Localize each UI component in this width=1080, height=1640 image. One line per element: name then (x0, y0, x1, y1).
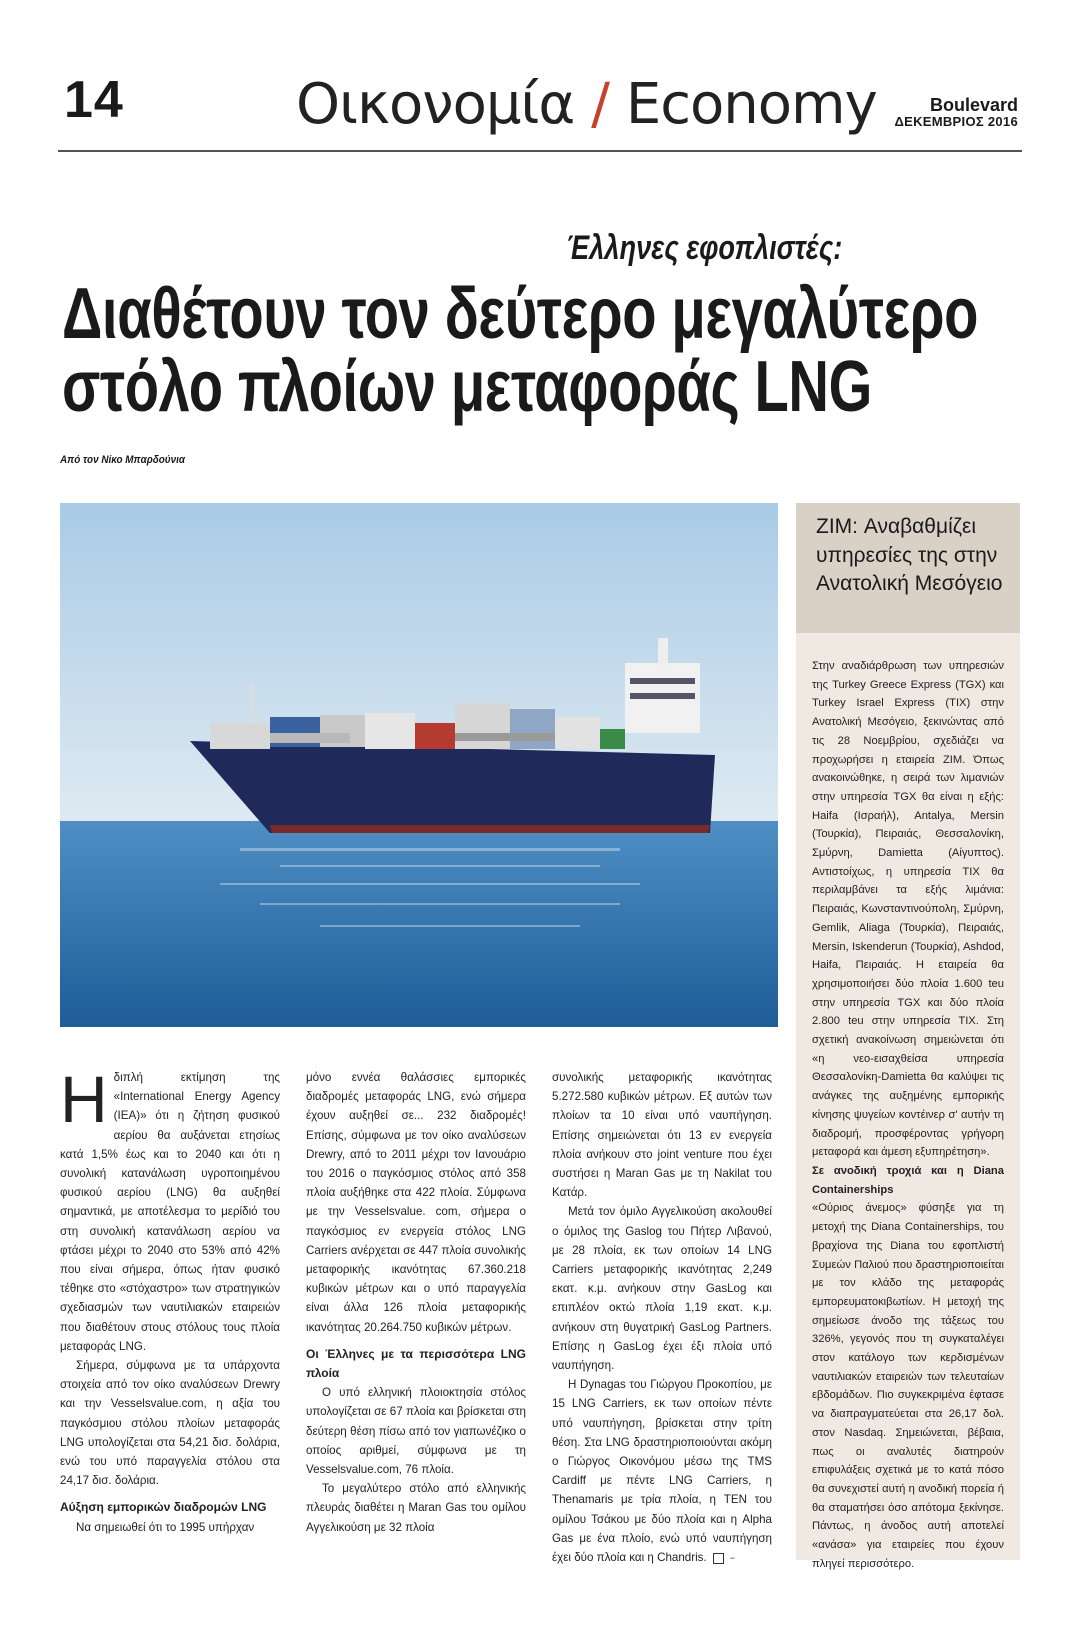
article-column-1 (60, 1062, 280, 1537)
article-kicker: Έλληνες εφοπλιστές: (566, 229, 843, 267)
headline-line-2: στόλο πλοίων μεταφοράς LNG (62, 347, 872, 428)
section-title-greek: Οικονομία (296, 72, 575, 137)
article-paragraph: συνολικής μεταφορικής ικανότητας 5.272.580 κυβικών μέτρων. Εξ αυτών των πλοίων τα 10 είναι υπό ναυπήγηση. Επίσης σημειώνεται ότι 13 εν ενεργεία πλοία ανήκουν στο joint venture που έχει συστήσει η Maran Gas με τη Nakilat του Κατάρ. (552, 1071, 772, 1200)
article-paragraph: Το μεγαλύτερο στόλο από ελληνικής πλευράς διαθέτει η Maran Gas του ομίλου Αγγελικούση με 32 πλοία (306, 1482, 526, 1534)
article-paragraph (60, 1062, 280, 1356)
article-subheading: Οι Έλληνες με τα περισσότερα LNG πλοία (306, 1346, 526, 1381)
sidebar-title: ZIM: Αναβαθμίζει υπηρεσίες της στην Ανατολική Μεσόγειο (816, 515, 1003, 595)
article-byline: Από τον Νίκο Μπαρδούνια (60, 454, 186, 466)
article-lead-text: διπλή εκτίμηση της «International Energy Agency (IEA)» ότι η ζήτηση φυσικού αερίου θα αυξάνεται ετησίως κατά 1,5% έως και το 2040 και ότι η συνολική κατανάλωση υγροποιημένου φυσικού αερίου (LNG) θα αυξηθεί σημαντικά, με αποτέλεσμα το μερίδιό του στη συνολική κατανάλωση αερίου να φτάσει μέχρι το 2040 στο 53% από 42% που είναι σήμερα, όπως ήταν φυσικό τέθηκε στο «στόχαστρο» των στρατηγικών σχεδιασμών των ναυτιλιακών εταιρειών που διαθέτουν στους στόλους τους πλοία μεταφοράς LNG. (60, 1071, 280, 1353)
issue-date: ΔΕΚΕΜΒΡΙΟΣ 2016 (894, 113, 1018, 129)
sidebar-paragraph: Στην αναδιάρθρωση των υπηρεσιών της Turkey Greece Express (TGX) και Turkey Israel Express (TIX) στην Ανατολική Μεσόγειο, ξεκινώντας από τις 28 Νοεμβρίου, σχεδιάζει να προχωρήσει η εταιρεία ZIM. Όπως ανακοινώθηκε, η σειρά των λιμανιών στην υπηρεσία TGX θα είναι η εξής: Haifa (Ισραήλ), Antalya, Mersin (Τουρκία), Πειραιάς, Θεσσαλονίκη, Σμύρνη, Damietta (Αίγυπτος). Αντιστοίχως, η υπηρεσία TIX θα περιλαμβάνει τα εξής λιμάνια: Πειραιάς, Κωνσταντινούπολη, Σμύρνη, Gemlik, Aliaga (Τουρκία), Πειραιάς, Mersin, Iskenderun (Τουρκία), Ashdod, Haifa, Πειραιάς. Η εταιρεία θα χρησιμοποιήσει δύο πλοία 1.600 teu στην υπηρεσία TGX και δύο πλοία 2.800 teu στην υπηρεσία TIX. Στη σχετική ανακοίνωση σημειώνεται ότι «η νεο-εισαχθείσα υπηρεσία Θεσσαλονίκη-Damietta θα καλύψει τις ανάγκες της αυξημένης εμπορικής κίνησης ψυγείων κοντέινερ σ' αυτήν τη διαδρομή, προσφέροντας γρήγορη μεταφορά και άμεση εξυπηρέτηση». (812, 660, 1004, 1159)
article-paragraph: Μετά τον όμιλο Αγγελικούση ακολουθεί ο όμιλος της Gaslog του Πήτερ Λιβανού, με 28 πλοία, εκ των οποίων 14 LNG Carriers μεταφορικής ικανότητας 2,249 εκατ. κ.μ. ανήκουν στην GasLog και επιπλέον οκτώ πλοία 1,19 εκατ. κ.μ. ανήκουν στη θυγατρική GasLog Partners. Επίσης η GasLog έχει έξι πλοία υπό ναυπήγηση. (552, 1205, 772, 1373)
article-paragraph: μόνο εννέα θαλάσσιες εμπορικές διαδρομές μεταφοράς LNG, ενώ σήμερα έχουν αυξηθεί σε... 232 διαδρομές! Επίσης, σύμφωνα με τον οίκο αναλύσεων Drewry, από το 2011 μέχρι τον Ιανουάριο του 2016 ο παγκόσμιος στόλος από 358 πλοία αυξήθηκε στα 422 πλοία. Σύμφωνα με την Vesselsvalue. com, σήμερα ο παγκόσμιος εν ενεργεία στόλος LNG Carriers ανέρχεται σε 447 πλοία συνολικής μεταφορικής ικανότητας 67.360.218 κυβικών μέτρων και ο υπό παραγγελία είναι άλλα 126 πλοία μεταφορικής ικανότητας 20.264.750 κυβικών μέτρων. (306, 1071, 526, 1334)
section-separator: / (591, 72, 610, 137)
article-column-3 (552, 1068, 772, 1567)
section-title (296, 74, 877, 136)
article-subheading: Αύξηση εμπορικών διαδρομών LNG (60, 1500, 267, 1515)
sidebar-box (796, 503, 1020, 1570)
header-divider (58, 150, 1022, 152)
article-paragraph: Ο υπό ελληνική πλοιοκτησία στόλος υπολογίζεται σε 67 πλοία και βρίσκεται στη δεύτερη θέση πίσω από τον γιαπωνέζικο ο οποίος αριθμεί, σύμφωνα με τη Vesselsvalue.com, 76 πλοία. (306, 1386, 526, 1477)
article-column-2 (306, 1068, 526, 1537)
container-ship-image (60, 503, 778, 1027)
article-photo (60, 503, 778, 1027)
sidebar-subheading: Σε ανοδική τροχιά και η Diana Containerships (812, 1164, 1004, 1196)
article-paragraph: Να σημειωθεί ότι το 1995 υπήρχαν (76, 1520, 255, 1534)
end-of-article-icon: − (713, 1553, 724, 1564)
page-number: 14 (64, 71, 124, 129)
article-paragraph: Σήμερα, σύμφωνα με τα υπάρχοντα στοιχεία από τον οίκο αναλύσεων Drewry και την Vesselsvalue.com, η αξία του παγκόσμιου στόλου πλοίων μεταφοράς LNG υπολογίζεται στα 54,21 δισ. δολάρια, ενώ του υπό παραγγελία στόλου στα 24,17 δισ. δολάρια. (60, 1359, 280, 1488)
sidebar-title-box (796, 503, 1020, 633)
brand-name: Boulevard (929, 95, 1018, 115)
publication-brand (894, 96, 1018, 129)
drop-cap: Η (60, 1062, 108, 1136)
sidebar-body (812, 657, 1004, 1573)
article-final-text: Η Dynagas του Γιώργου Προκοπίου, με 15 LNG Carriers, εκ των οποίων πέντε υπό ναυπήγηση, βρίσκεται στην τρίτη θέση. Στα LNG δραστηριοποιούνται ακόμη ο Γιώργος Οικονόμου μέσω της TMS Cardiff με πέντε LNG Carriers, η Thenamaris με τρία πλοία, η TEN του ομίλου Τσάκου με δύο πλοία και η Alpha Gas με ένα πλοίο, ενώ υπό ναυπήγηση έχει δύο πλοία και η Chandris. (552, 1378, 772, 1565)
headline-line-1: Διαθέτουν τον δεύτερο μεγαλύτερο (62, 274, 979, 354)
article-paragraph (552, 1375, 772, 1567)
article-headline (62, 274, 998, 428)
sidebar-paragraph: «Ούριος άνεμος» φύσηξε για τη μετοχή της Diana Containerships, του βραχίονα της Diana του εφοπλιστή Συμεών Παλιού που δραστηριοποιείται με τον κλάδο της μεταφοράς εμπορευματοκιβωτίων. Η μετοχή της σημείωσε άνοδο της τάξεως του 326%, γεγονός που τη συγκαταλέγει στον κατάλογο των κερδισμένων ναυτιλιακών εταιρειών των τελευταίων εβδομάδων. Πιο συγκεκριμένα έφτασε να διαπραγματεύεται στα 26,17 δολ. στον Nasdaq. Σημειώνεται, βέβαια, πως οι αναλυτές διατηρούν επιφυλάξεις σχετικά με το κατά πόσο θα συνεχιστεί αυτή η ανοδική πορεία ή θα σταματήσει όσο απότομα ξεκίνησε. Πάντως, η άνοδος αυτή αποτελεί «ανάσα» για εταιρείες που έχουν πληγεί περισσότερο. (812, 1202, 1004, 1570)
section-title-english: Economy (625, 72, 877, 137)
